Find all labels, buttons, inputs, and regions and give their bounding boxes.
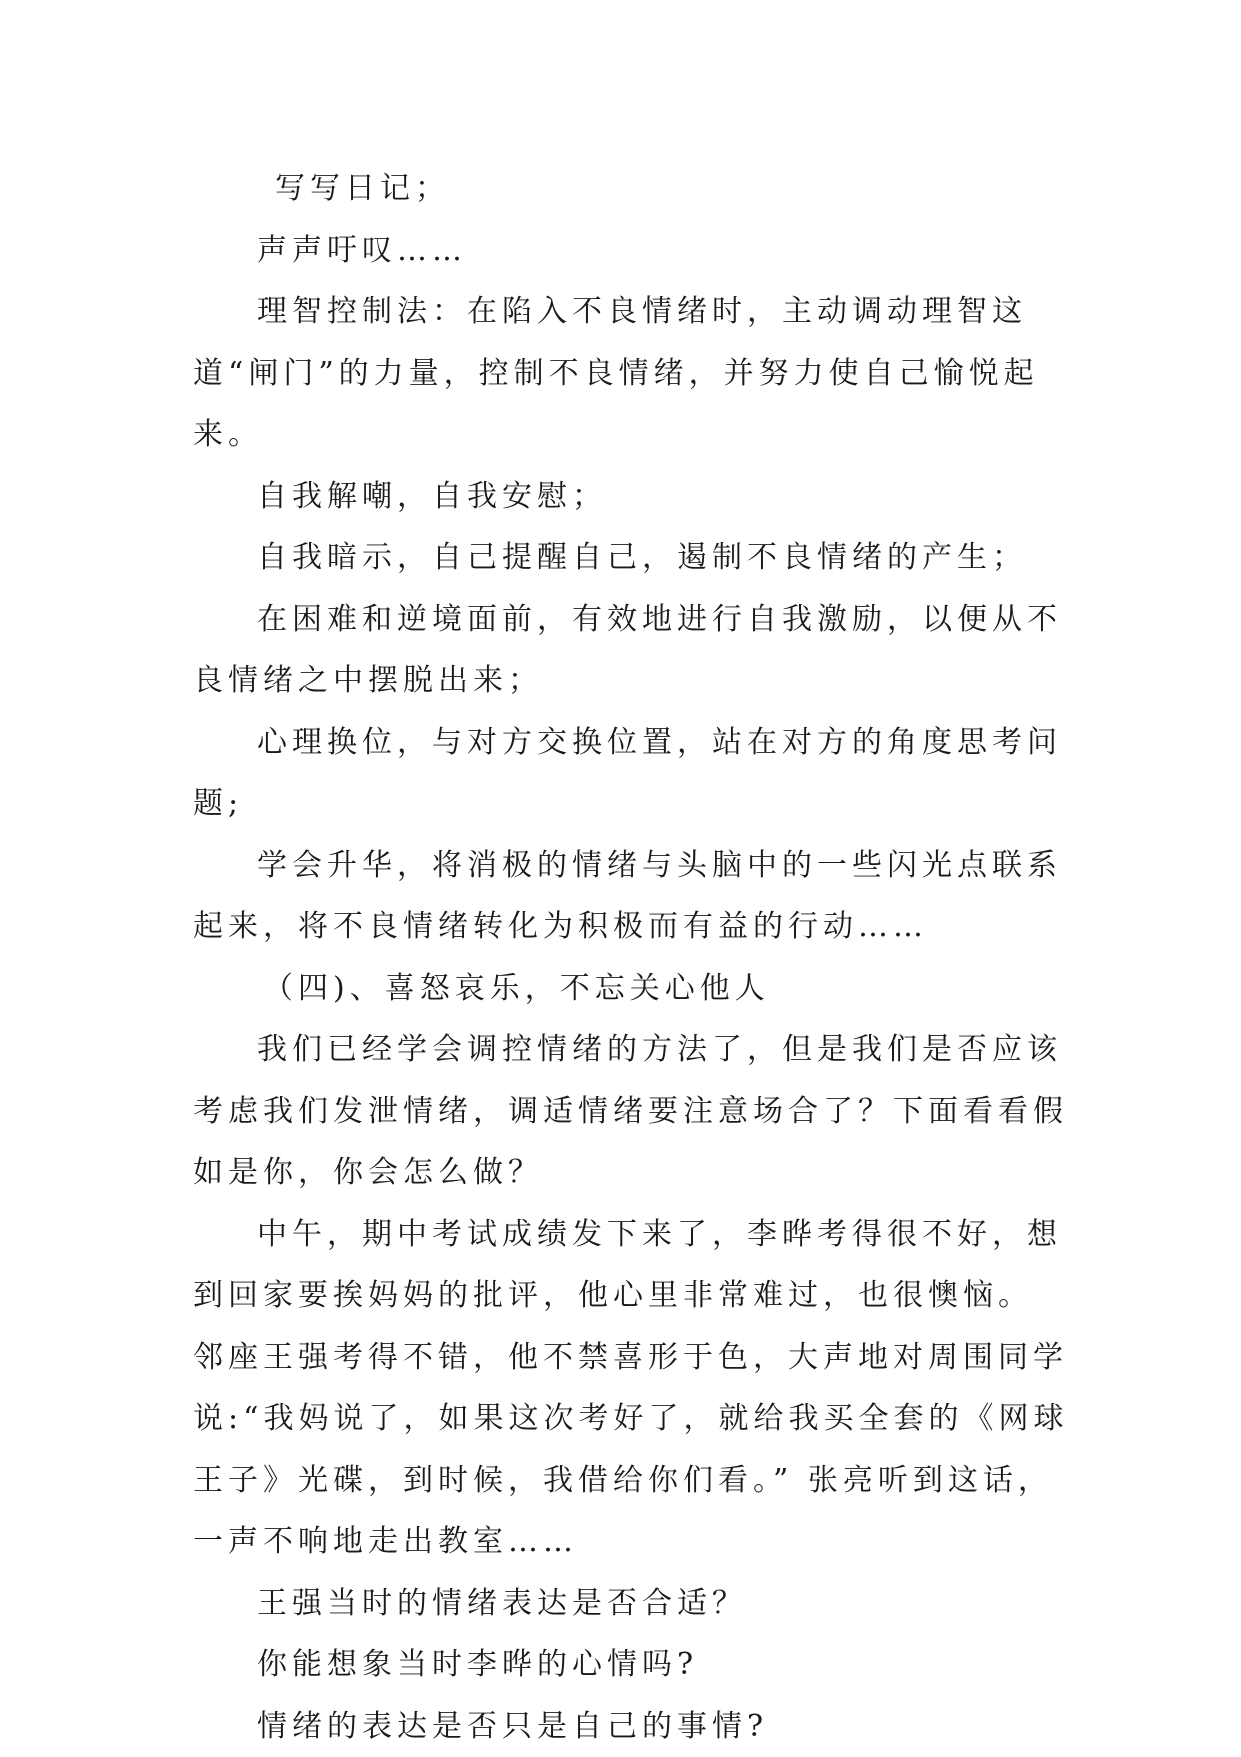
paragraph-empathy: 心理换位，与对方交换位置，站在对方的角度思考问题; [193, 712, 1073, 835]
paragraph-self-suggestion: 自我暗示，自己提醒自己，遏制不良情绪的产生； [193, 527, 1073, 589]
paragraph-self-comfort: 自我解嘲，自我安慰； [193, 466, 1073, 528]
question-1: 王强当时的情绪表达是否合适？ [193, 1573, 1073, 1635]
question-3: 情绪的表达是否只是自己的事情? [193, 1696, 1073, 1757]
paragraph-story: 中午，期中考试成绩发下来了，李晔考得很不好，想到回家要挨妈妈的批评，他心里非常难过，也很懊恼。 邻座王强考得不错，他不禁喜形于色，大声地对周围同学说:“我妈说了，如果这次考好了，就给我买全套的《网球王子》光碟，到时候，我借给你们看。” 张亮听到这话，一声不响地走出教室…… [193, 1204, 1073, 1573]
paragraph-sigh: 声声吁叹…… [193, 220, 1073, 282]
paragraph-diary: 写写日记； [193, 158, 1073, 220]
paragraph-intro-question: 我们已经学会调控情绪的方法了，但是我们是否应该考虑我们发泄情绪，调适情绪要注意场合了？下面看看假如是你，你会怎么做？ [193, 1019, 1073, 1204]
document-body [193, 158, 1073, 1757]
question-2: 你能想象当时李晔的心情吗? [193, 1634, 1073, 1696]
section-heading-four: （四)、喜怒哀乐，不忘关心他人 [193, 958, 1073, 1020]
paragraph-sublimation: 学会升华，将消极的情绪与头脑中的一些闪光点联系起来，将不良情绪转化为积极而有益的行动…… [193, 835, 1073, 958]
paragraph-self-motivation: 在困难和逆境面前，有效地进行自我激励，以便从不良情绪之中摆脱出来； [193, 589, 1073, 712]
paragraph-rational-control: 理智控制法：在陷入不良情绪时，主动调动理智这道“闸门”的力量，控制不良情绪，并努力使自己愉悦起来。 [193, 281, 1073, 466]
